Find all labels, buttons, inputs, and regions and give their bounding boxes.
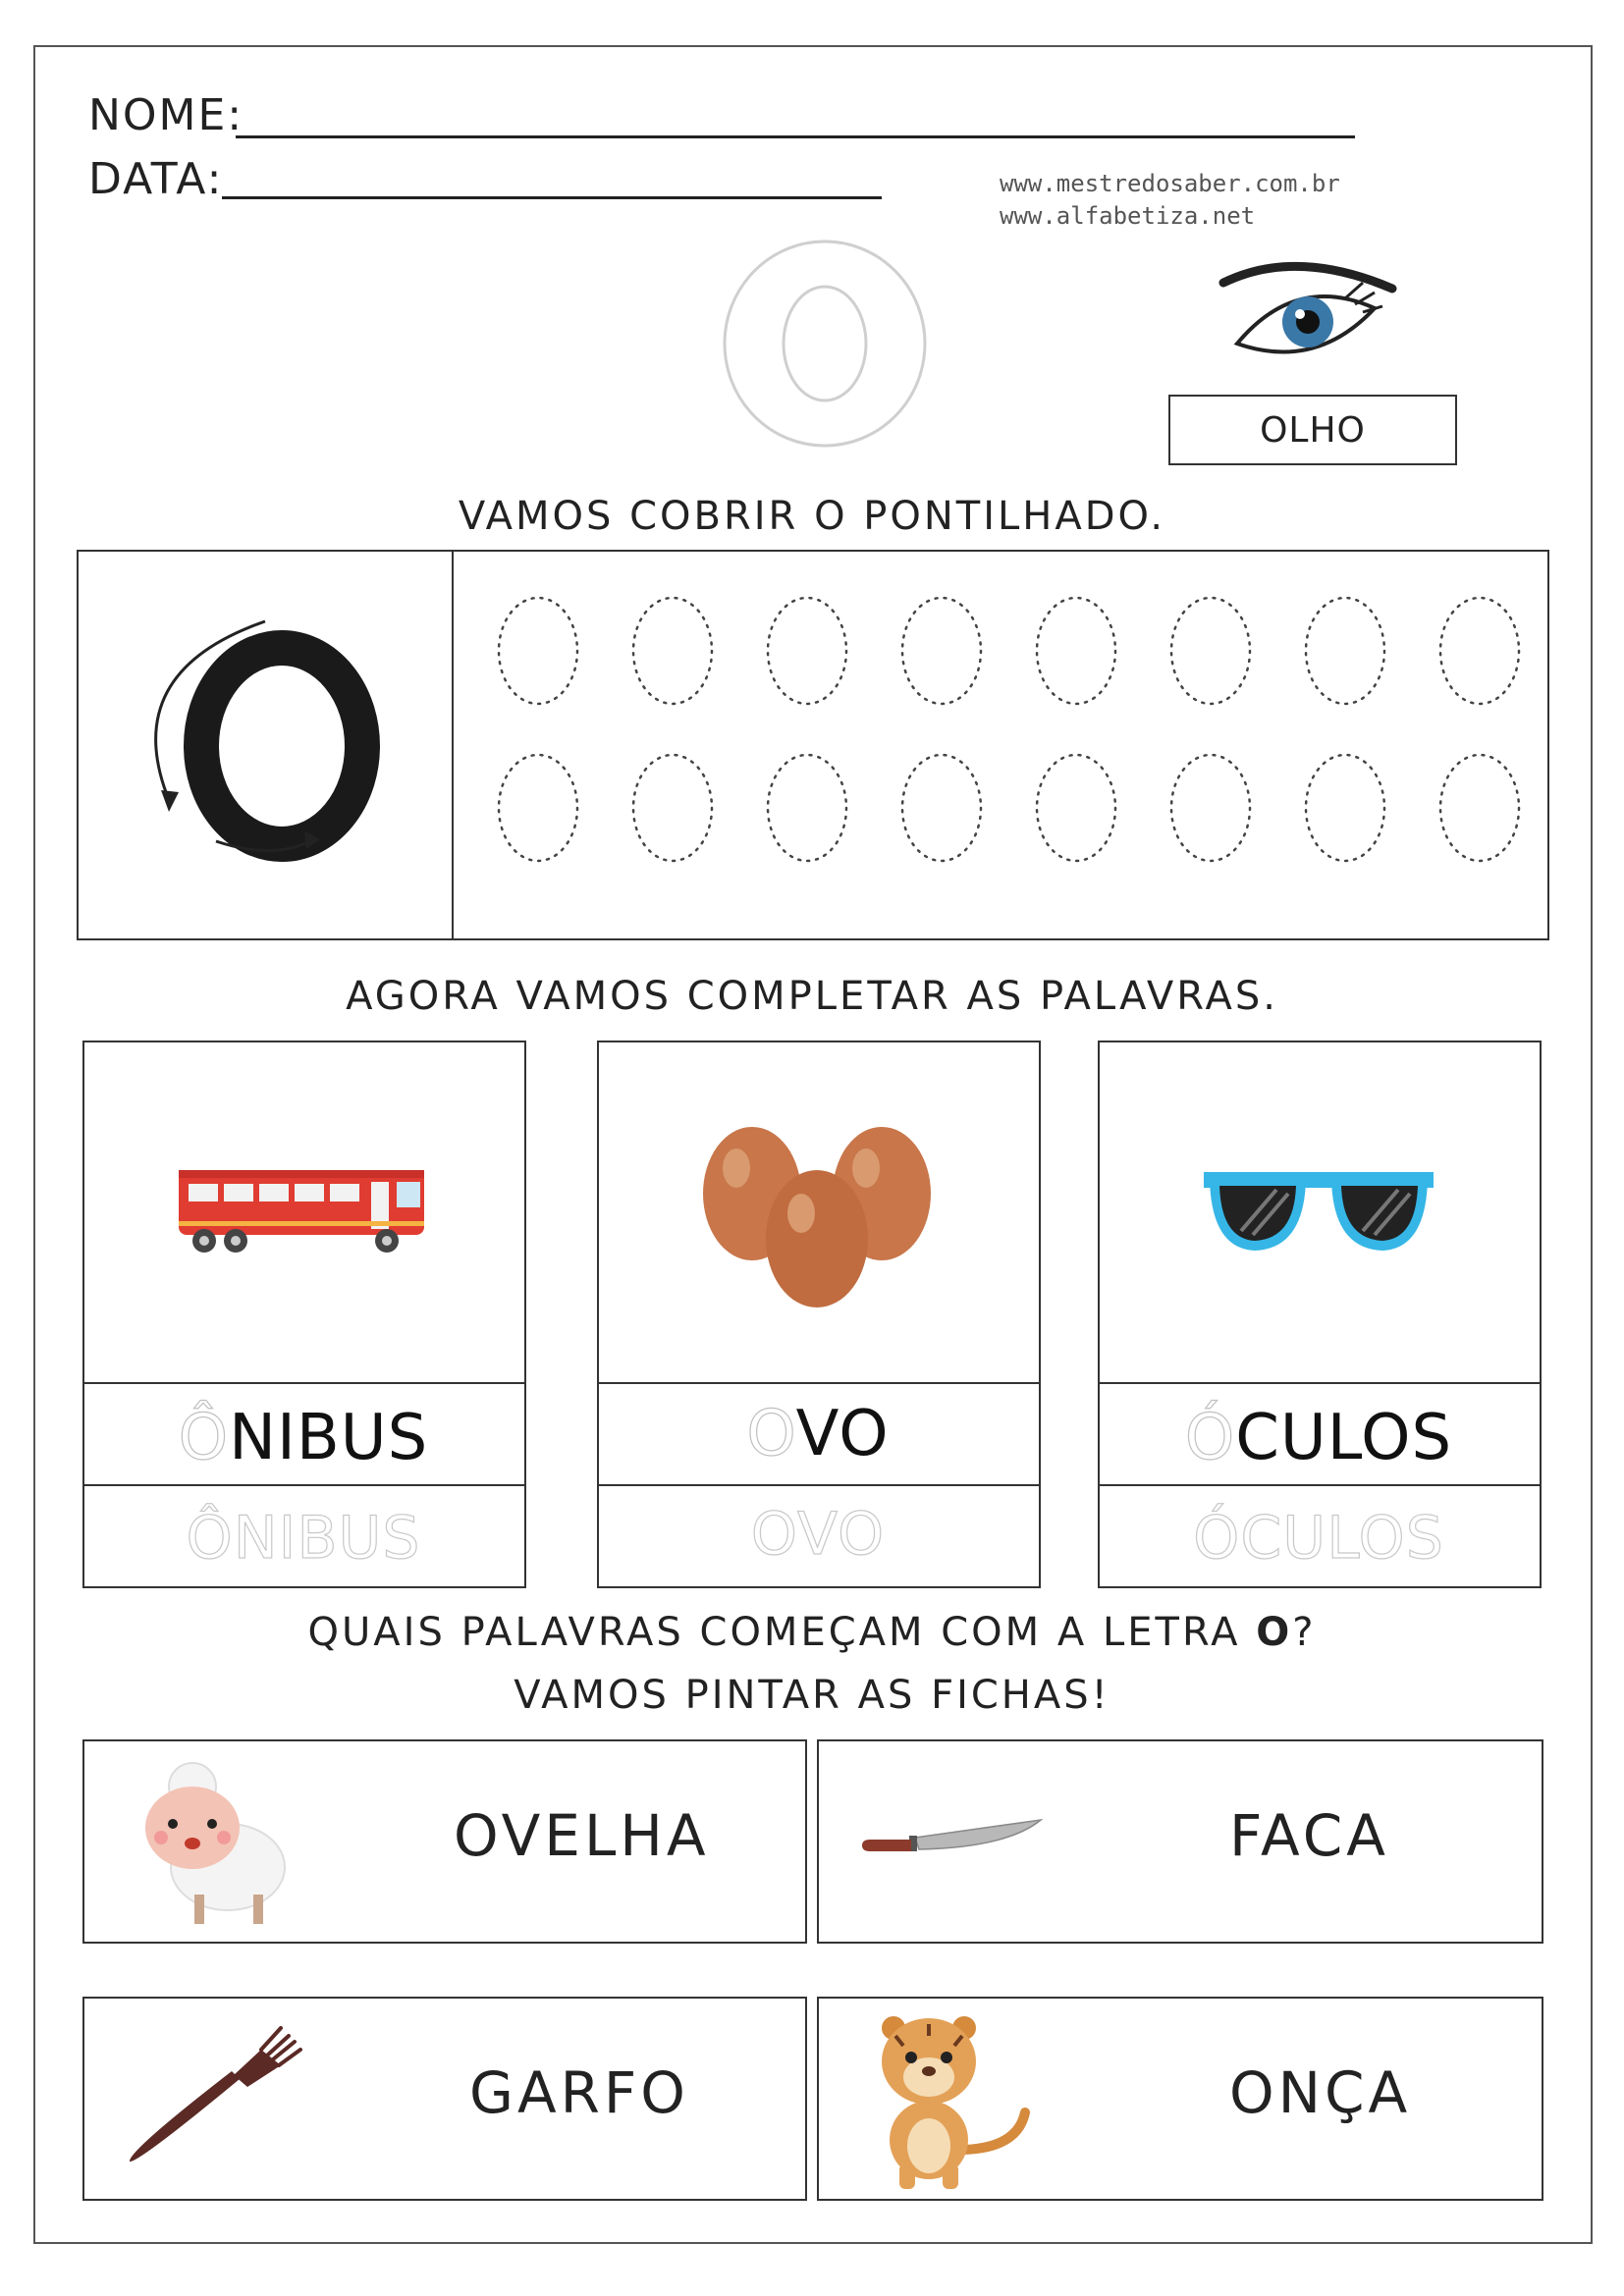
chip-word-faca: FACA xyxy=(1229,1802,1389,1869)
chip-word-garfo: GARFO xyxy=(469,2059,689,2126)
dotted-letter-o[interactable] xyxy=(768,598,846,704)
paint-heading-line1 xyxy=(0,1610,1624,1655)
card-separator xyxy=(1098,1484,1540,1486)
paint-heading-line2: VAMOS PINTAR AS FICHAS! xyxy=(514,1673,1110,1718)
dotted-letter-o[interactable] xyxy=(499,755,577,861)
word-ovo xyxy=(597,1398,1039,1470)
dotted-letter-o[interactable] xyxy=(633,598,712,704)
dotted-letter-o[interactable] xyxy=(633,755,712,861)
dotted-letter-o[interactable] xyxy=(1037,598,1115,704)
word-rest: VO xyxy=(795,1398,890,1470)
dotted-letter-o[interactable] xyxy=(902,598,981,704)
dotted-letter-o[interactable] xyxy=(499,598,577,704)
word-rest: NIBUS xyxy=(229,1402,429,1474)
missing-letter: Ô xyxy=(178,1402,230,1474)
dotted-letter-o[interactable] xyxy=(1440,755,1519,861)
dotted-letter-o[interactable] xyxy=(1306,755,1384,861)
chip-word-onca: ONÇA xyxy=(1229,2059,1412,2126)
paint-heading-text: QUAIS PALAVRAS COMEÇAM COM A LETRA xyxy=(307,1610,1257,1655)
trace-word-ovo[interactable]: OVO xyxy=(750,1500,886,1569)
dotted-letter-o[interactable] xyxy=(1440,598,1519,704)
card-separator xyxy=(597,1382,1039,1384)
card-separator xyxy=(1098,1382,1540,1384)
sheep-picture xyxy=(137,1747,295,1932)
model-letter-o xyxy=(137,604,412,879)
tracing-grid[interactable] xyxy=(454,552,1543,934)
paint-heading-letter: O xyxy=(1256,1610,1293,1655)
tracing-heading: VAMOS COBRIR O PONTILHADO. xyxy=(458,494,1166,539)
date-line[interactable] xyxy=(222,196,882,199)
trace-word-oculos[interactable]: ÓCULOS xyxy=(1193,1504,1444,1573)
chip-word-ovelha: OVELHA xyxy=(454,1802,710,1869)
website-2: www.alfabetiza.net xyxy=(1000,202,1256,230)
bus-picture xyxy=(175,1164,432,1258)
dotted-letter-o[interactable] xyxy=(768,755,846,861)
featured-word: OLHO xyxy=(1260,409,1366,451)
dotted-letter-o[interactable] xyxy=(1306,598,1384,704)
word-onibus xyxy=(82,1402,524,1474)
dotted-letter-o[interactable] xyxy=(902,755,981,861)
complete-heading: AGORA VAMOS COMPLETAR AS PALAVRAS. xyxy=(346,974,1278,1019)
name-label: NOME: xyxy=(88,90,244,140)
fork-picture xyxy=(124,2026,304,2171)
card-separator xyxy=(82,1382,524,1384)
missing-letter: Ó xyxy=(1184,1402,1236,1474)
date-label: DATA: xyxy=(88,154,224,204)
paint-heading-mark: ? xyxy=(1292,1610,1317,1655)
website-1: www.mestredosaber.com.br xyxy=(1000,170,1340,197)
featured-word-box xyxy=(1168,395,1457,465)
eye-picture xyxy=(1218,253,1404,361)
sunglasses-picture xyxy=(1198,1166,1439,1256)
name-line[interactable] xyxy=(236,135,1355,138)
jaguar-picture xyxy=(860,2002,1037,2195)
word-oculos xyxy=(1098,1402,1540,1474)
missing-letter: O xyxy=(746,1398,796,1470)
trace-word-onibus[interactable]: ÔNIBUS xyxy=(186,1504,421,1573)
card-separator xyxy=(597,1484,1039,1486)
dotted-letter-o[interactable] xyxy=(1171,598,1250,704)
word-rest: CULOS xyxy=(1235,1402,1453,1474)
eggs-picture xyxy=(695,1117,941,1309)
card-separator xyxy=(82,1484,524,1486)
knife-picture xyxy=(860,1814,1043,1863)
dotted-letter-o[interactable] xyxy=(1171,755,1250,861)
featured-letter xyxy=(707,236,943,452)
dotted-letter-o[interactable] xyxy=(1037,755,1115,861)
